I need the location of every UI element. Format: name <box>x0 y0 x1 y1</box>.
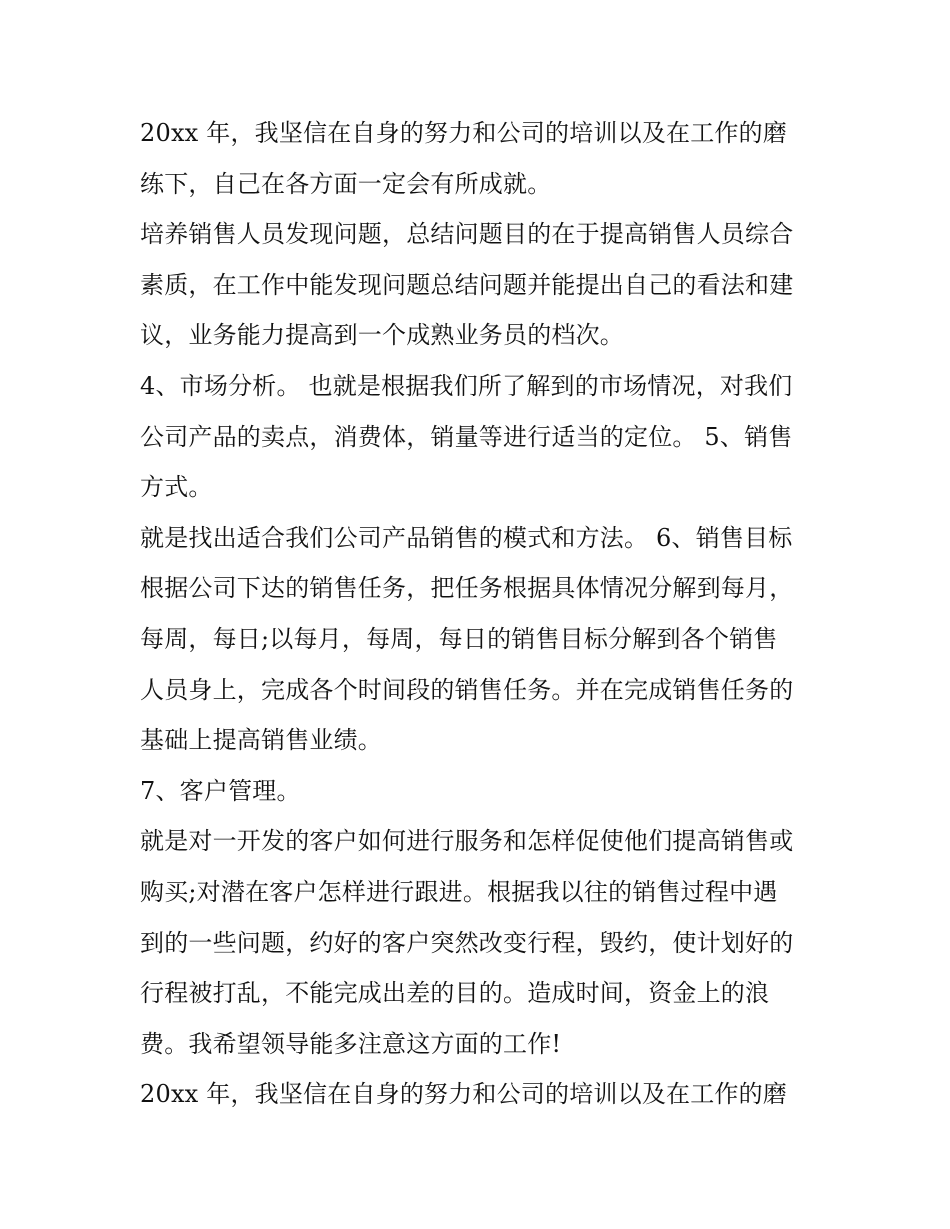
text-line-3: 培养销售人员发现问题，总结问题目的在于提高销售人员综合 <box>140 220 794 249</box>
text-line-6: 4、市场分析。 也就是根据我们所了解到的市场情况，对我们 <box>140 371 793 400</box>
text-line-4: 素质，在工作中能发现问题总结问题并能提出自己的看法和建 <box>140 270 794 299</box>
text-line-20: 20xx 年，我坚信在自身的努力和公司的培训以及在工作的磨 <box>140 1080 788 1109</box>
text-line-9: 就是找出适合我们公司产品销售的模式和方法。 6、销售目标 <box>140 523 793 552</box>
text-line-12: 人员身上，完成各个时间段的销售任务。并在完成销售任务的 <box>140 675 794 704</box>
text-line-8: 方式。 <box>140 473 213 502</box>
text-line-16: 购买;对潜在客户怎样进行跟进。根据我以往的销售过程中遇 <box>140 877 778 906</box>
text-line-10: 根据公司下达的销售任务，把任务根据具体情况分解到每月， <box>140 574 794 603</box>
text-line-19: 费。我希望领导能多注意这方面的工作! <box>140 1029 562 1058</box>
text-line-5: 议，业务能力提高到一个成熟业务员的档次。 <box>140 321 624 350</box>
text-line-11: 每周，每日;以每月，每周，每日的销售目标分解到各个销售 <box>140 624 778 653</box>
text-line-17: 到的一些问题，约好的客户突然改变行程，毁约，使计划好的 <box>140 928 794 957</box>
text-line-13: 基础上提高销售业绩。 <box>140 726 382 755</box>
text-line-7: 公司产品的卖点，消费体，销量等进行适当的定位。 5、销售 <box>140 422 793 451</box>
text-line-15: 就是对一开发的客户如何进行服务和怎样促使他们提高销售或 <box>140 827 794 856</box>
document-body <box>140 108 820 1120</box>
text-line-1: 20xx 年，我坚信在自身的努力和公司的培训以及在工作的磨 <box>140 119 788 147</box>
text-line-14: 7、客户管理。 <box>140 776 301 805</box>
text-line-18: 行程被打乱，不能完成出差的目的。造成时间，资金上的浪 <box>140 979 770 1008</box>
text-line-2: 练下，自己在各方面一定会有所成就。 <box>140 169 552 198</box>
